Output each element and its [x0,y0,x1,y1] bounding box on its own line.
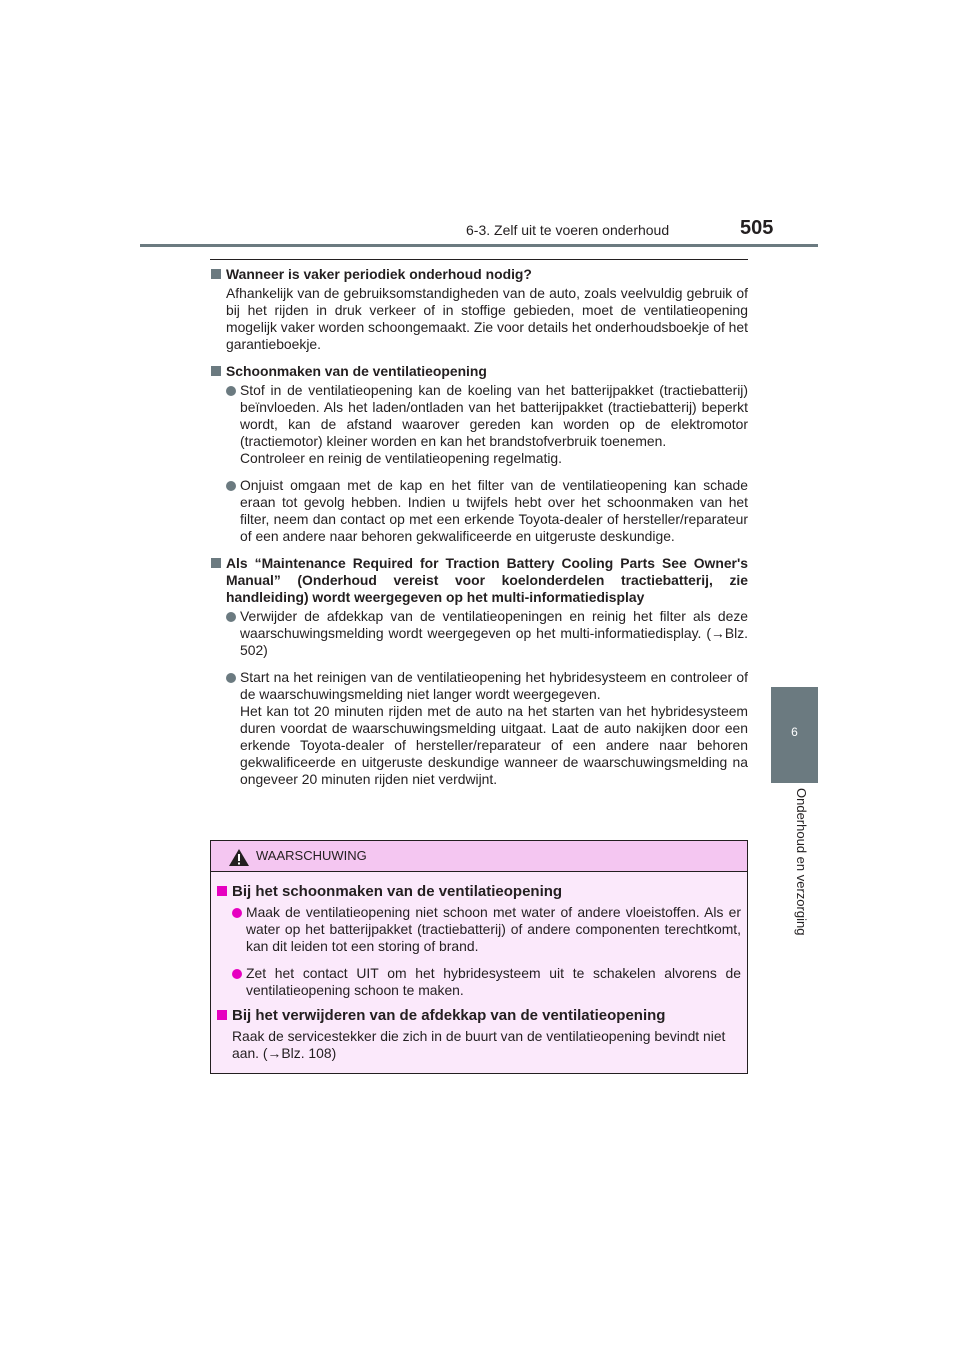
main-content [210,266,748,788]
warning-heading: Bij het schoonmaken van de ventilatieopening [216,883,741,900]
square-bullet-icon [217,1010,227,1020]
section-paragraph: Afhankelijk van de gebruiksomstandigheden van de auto, zoals veelvuldig gebruik of bij het rijden in druk verkeer of in stoffige gebieden, moet de ventilatieopening mogelijk vaker worden schoongemaakt. Zie voor details het onderhoudsboekje of het garantieboekje. [226,285,748,352]
warning-heading: Bij het verwijderen van de afdekkap van de ventilatieopening [216,1007,741,1024]
round-bullet-icon [226,481,236,491]
section-maintenance-message [210,555,748,788]
warning-body [211,872,747,1073]
chapter-number: 6 [791,725,798,739]
section-cleaning [210,363,748,545]
section-heading: Als “Maintenance Required for Traction Battery Cooling Parts See Owner's Manual” (Onderhoud vereist voor koelonderdelen tractiebatterij, zie handleiding) wordt weergegeven op het multi-informatiedisplay [210,555,748,606]
warning-triangle-icon [228,848,250,867]
round-bullet-icon [232,908,242,918]
chapter-tab [771,687,818,783]
round-bullet-icon [232,969,242,979]
list-item: Zet het contact UIT om het hybridesysteem uit te schakelen alvorens de ventilatieopening schoon te maken. [232,965,741,999]
square-bullet-icon [211,269,221,279]
list-item: Onjuist omgaan met de kap en het filter van de ventilatieopening kan schade eraan tot gevolg hebben. Indien u twijfels hebt over het schoonmaken van het filter, neem dan contact op met een erkende Toyota-dealer of hersteller/reparateur of een andere naar behoren gekwalificeerde en uitgeruste deskundige. [226,477,748,545]
warning-paragraph: Raak de servicestekker die zich in de buurt van de ventilatieopening bevindt niet aan. (→Blz. 108) [232,1028,726,1061]
list-item: Stof in de ventilatieopening kan de koeling van het batterijpakket (tractiebatterij) beïnvloeden. Als het laden/ontladen van het batterijpakket (tractiebatterij) beperkt wordt, kan de afstand waarover gereden kan worden op de elektromotor (tractiemotor) kleiner worden en kan het brandstofverbruik toenemen. Controleer en reinig de ventilatieopening regelmatig. [226,382,748,467]
header-rule [140,244,818,247]
list-item: Verwijder de afdekkap van de ventilatieopeningen en reinig het filter als deze waarschuwingsmelding wordt weergegeven op het multi-informatiedisplay. (→Blz. 502) [226,608,748,659]
round-bullet-icon [226,386,236,396]
list-item: Start na het reinigen van de ventilatieopening het hybridesysteem en controleer of de waarschuwingsmelding niet langer wordt weergegeven. Het kan tot 20 minuten rijden met de auto na het starten van het hybridesysteem duren voordat de waarschuwingsmelding uitgaat. Laat de auto nakijken door een erkende Toyota-dealer of hersteller/reparateur of een andere naar behoren gekwalificeerde en uitgeruste deskundige wanneer de waarschuwingsmelding na ongeveer 20 minuten rijden niet verdwijnt. [226,669,748,788]
square-bullet-icon [211,366,221,376]
round-bullet-icon [226,612,236,622]
round-bullet-icon [226,673,236,683]
section-heading: Schoonmaken van de ventilatieopening [210,363,748,380]
section-heading: Wanneer is vaker periodiek onderhoud nodig? [210,266,748,283]
square-bullet-icon [217,886,227,896]
warning-box [210,840,748,1074]
warning-title: WAARSCHUWING [256,848,367,863]
section-title: 6-3. Zelf uit te voeren onderhoud [466,222,670,238]
chapter-label: Onderhoud en verzorging [794,788,809,936]
square-bullet-icon [211,558,221,568]
warning-header [211,841,747,872]
list-item: Maak de ventilatieopening niet schoon met water of andere vloeistoffen. Als er water op het batterijpakket (tractiebatterij) of andere componenten terechtkomt, kan dit leiden tot een storing of brand. [232,904,741,955]
content-rule [210,259,748,260]
section-frequency [210,266,748,353]
page-number: 505 [740,217,774,239]
